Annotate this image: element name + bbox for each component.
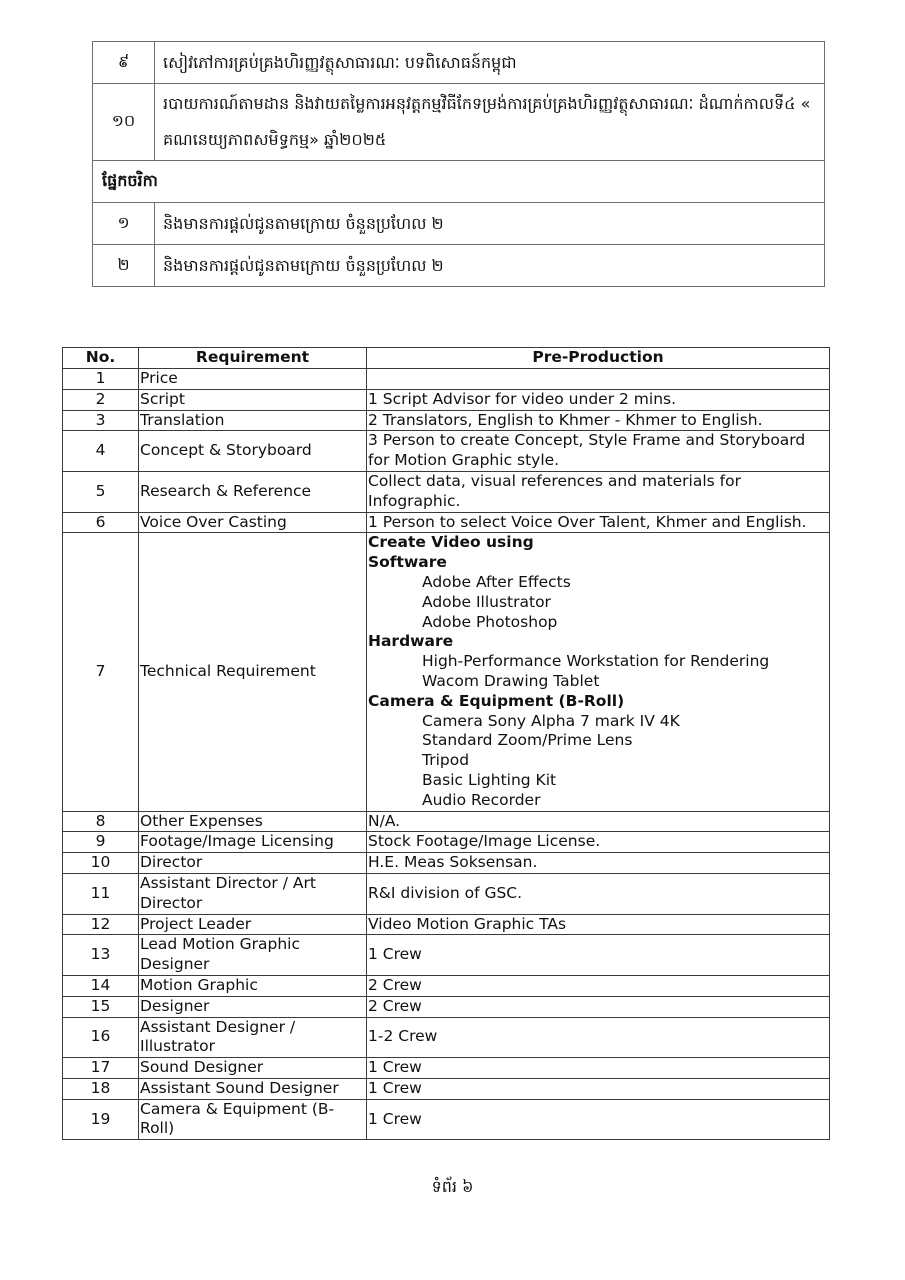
row-number: 1: [63, 369, 139, 390]
row-number: 6: [63, 512, 139, 533]
pre-production-cell: N/A.: [367, 811, 830, 832]
pre-production-cell: Video Motion Graphic TAs: [367, 914, 830, 935]
pre-production-cell: Stock Footage/Image License.: [367, 832, 830, 853]
technical-item: Basic Lighting Kit: [422, 770, 557, 789]
requirement-cell: Assistant Sound Designer: [139, 1078, 367, 1099]
requirement-cell: Translation: [139, 410, 367, 431]
row-number: ១: [93, 203, 155, 245]
row-number: 15: [63, 996, 139, 1017]
pre-production-cell: 2 Crew: [367, 975, 830, 996]
technical-item: Adobe Photoshop: [422, 612, 558, 631]
row-number: ២: [93, 245, 155, 287]
khmer-publications-table: [92, 41, 825, 287]
requirement-cell: Script: [139, 389, 367, 410]
row-number: 18: [63, 1078, 139, 1099]
table-row: [93, 84, 825, 161]
table-row: [63, 1017, 830, 1058]
row-number: 2: [63, 389, 139, 410]
row-text: និងមានការផ្តល់ជូនតាមក្រោយ ចំនួនប្រហែល ២: [155, 245, 825, 287]
table-row: [63, 873, 830, 914]
requirement-cell: Assistant Director / Art Director: [139, 873, 367, 914]
table-row: [63, 914, 830, 935]
table-row: [63, 389, 830, 410]
requirement-cell: Designer: [139, 996, 367, 1017]
section-row: [93, 161, 825, 203]
table-row: [63, 832, 830, 853]
section-title: ផ្នែកចរិកា: [93, 161, 825, 203]
requirements-table-header: [63, 348, 830, 369]
pre-production-cell: 1 Person to select Voice Over Talent, Khmer and English.: [367, 512, 830, 533]
pre-production-cell: 3 Person to create Concept, Style Frame and Storyboard for Motion Graphic style.: [367, 431, 830, 472]
pre-production-cell: [367, 369, 830, 390]
page-number: ទំព័រ ៦: [431, 1177, 474, 1196]
row-number: 19: [63, 1099, 139, 1140]
table-row: [63, 471, 830, 512]
row-number: 11: [63, 873, 139, 914]
row-number: 13: [63, 935, 139, 976]
technical-item: Standard Zoom/Prime Lens: [422, 731, 633, 750]
pre-production-cell: 1 Crew: [367, 935, 830, 976]
table-row: [63, 935, 830, 976]
technical-item: Tripod: [422, 751, 470, 770]
row-number: 4: [63, 431, 139, 472]
row-number: 17: [63, 1058, 139, 1079]
row-number: 8: [63, 811, 139, 832]
row-number: 9: [63, 832, 139, 853]
table-row: [63, 1078, 830, 1099]
table-row: [63, 512, 830, 533]
pre-production-cell: 2 Crew: [367, 996, 830, 1017]
requirement-cell: Director: [139, 853, 367, 874]
pre-production-cell: 1-2 Crew: [367, 1017, 830, 1058]
header-no: No.: [63, 348, 139, 369]
requirement-cell: Concept & Storyboard: [139, 431, 367, 472]
technical-item: High-Performance Workstation for Rendering: [422, 652, 770, 671]
row-number: 5: [63, 471, 139, 512]
row-text: និងមានការផ្តល់ជូនតាមក្រោយ ចំនួនប្រហែល ២: [155, 203, 825, 245]
pre-production-cell: Collect data, visual references and materials for Infographic.: [367, 471, 830, 512]
requirement-cell: Camera & Equipment (B-Roll): [139, 1099, 367, 1140]
row-number: ១០: [93, 84, 155, 161]
pre-production-cell: H.E. Meas Soksensan.: [367, 853, 830, 874]
requirement-cell: Motion Graphic: [139, 975, 367, 996]
requirement-cell: Footage/Image Licensing: [139, 832, 367, 853]
requirement-cell: Lead Motion Graphic Designer: [139, 935, 367, 976]
requirement-cell: Sound Designer: [139, 1058, 367, 1079]
table-row: [63, 431, 830, 472]
technical-item: Wacom Drawing Tablet: [422, 671, 600, 690]
row-number: 16: [63, 1017, 139, 1058]
technical-item: Adobe After Effects: [422, 572, 571, 591]
technical-group-heading: Hardware: [368, 632, 454, 651]
table-row: [63, 1058, 830, 1079]
table-row: [63, 410, 830, 431]
table-row: [63, 1099, 830, 1140]
row-number: 14: [63, 975, 139, 996]
pre-production-cell: 1 Script Advisor for video under 2 mins.: [367, 389, 830, 410]
requirement-cell: Research & Reference: [139, 471, 367, 512]
technical-group-heading: Software: [368, 553, 447, 572]
table-row: [93, 245, 825, 287]
table-row: [93, 42, 825, 84]
header-requirement: Requirement: [139, 348, 367, 369]
row-number: 10: [63, 853, 139, 874]
pre-production-cell: 1 Crew: [367, 1058, 830, 1079]
table-row: [63, 975, 830, 996]
row-number: 12: [63, 914, 139, 935]
requirement-cell: Project Leader: [139, 914, 367, 935]
technical-item: Camera Sony Alpha 7 mark IV 4K: [422, 711, 680, 730]
header-row: [63, 348, 830, 369]
table-row: [63, 811, 830, 832]
khmer-table-body: [93, 42, 825, 287]
technical-item: Audio Recorder: [422, 790, 541, 809]
pre-production-cell: [367, 533, 830, 811]
row-number: 3: [63, 410, 139, 431]
requirement-cell: Voice Over Casting: [139, 512, 367, 533]
technical-item: Adobe Illustrator: [422, 592, 551, 611]
table-row: [63, 853, 830, 874]
pre-production-cell: 1 Crew: [367, 1099, 830, 1140]
requirement-cell: Other Expenses: [139, 811, 367, 832]
table-row: [93, 203, 825, 245]
header-pre-production: Pre-Production: [367, 348, 830, 369]
row-text: របាយការណ៍តាមដាន និងវាយតម្លៃការអនុវត្តកម្មវិធីកែទម្រង់ការគ្រប់គ្រងហិរញ្ញវត្ថុសាធារណៈ ដំណាក់កាលទី៤ « គណនេយ្យភាពសមិទ្ធកម្ម» ឆ្នាំ២០២៥: [155, 84, 825, 161]
pre-production-cell: R&I division of GSC.: [367, 873, 830, 914]
requirement-cell: Technical Requirement: [139, 533, 367, 811]
technical-group-heading: Camera & Equipment (B-Roll): [368, 691, 625, 710]
row-number: 7: [63, 533, 139, 811]
requirements-table: [62, 347, 830, 1140]
requirement-cell: Price: [139, 369, 367, 390]
table-row: [63, 533, 830, 811]
pre-production-cell: 1 Crew: [367, 1078, 830, 1099]
row-text: សៀវភៅការគ្រប់គ្រងហិរញ្ញវត្ថុសាធារណៈ បទពិសោធន៍កម្ពុជា: [155, 42, 825, 84]
row-number: ៩: [93, 42, 155, 84]
table-row: [63, 996, 830, 1017]
requirements-table-body: [63, 369, 830, 1140]
table-row: [63, 369, 830, 390]
requirement-cell: Assistant Designer / Illustrator: [139, 1017, 367, 1058]
technical-title: Create Video using: [368, 533, 534, 552]
pre-production-cell: 2 Translators, English to Khmer - Khmer to English.: [367, 410, 830, 431]
